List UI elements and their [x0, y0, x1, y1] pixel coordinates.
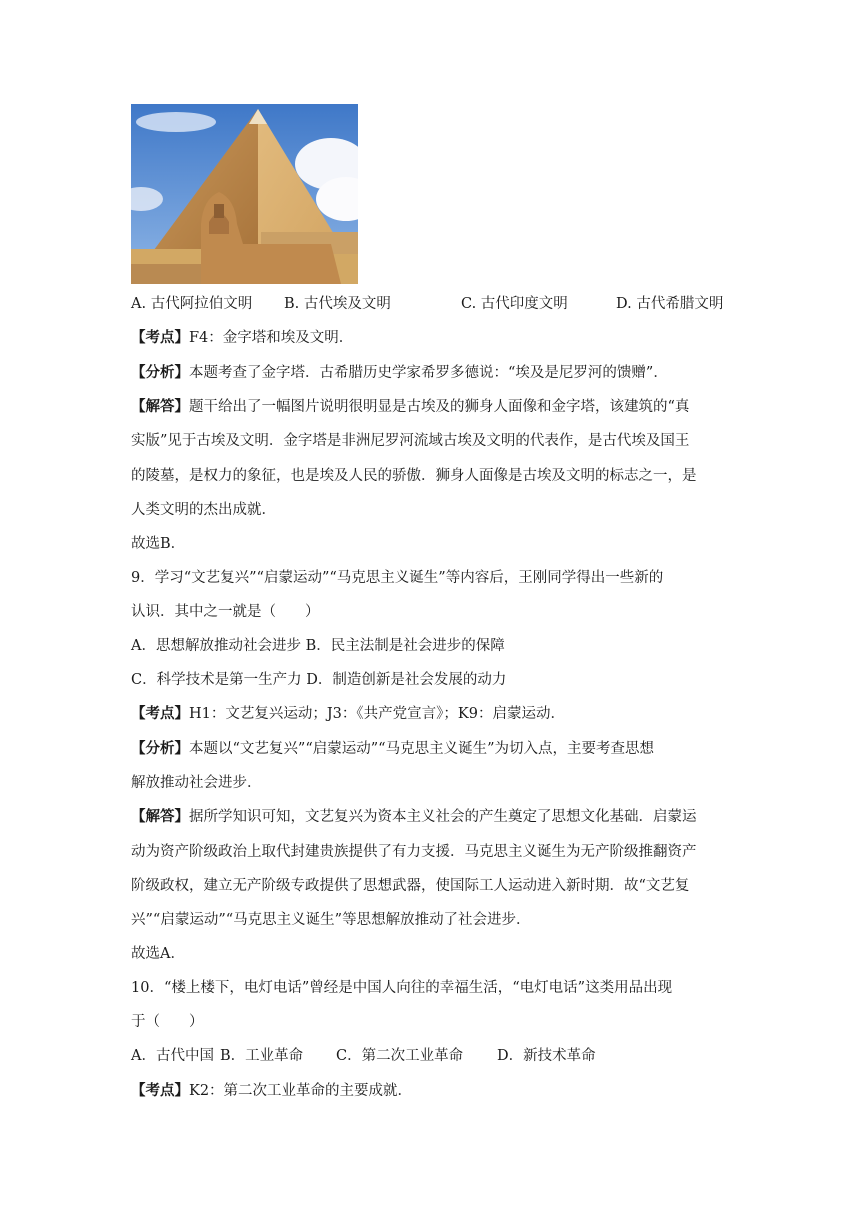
q8-answer: 故选B．	[131, 536, 186, 552]
q9-options-line-1: A．思想解放推动社会进步 B．民主法制是社会进步的保障	[131, 638, 505, 654]
q9-kaodian	[131, 704, 741, 724]
q9-jieda-line-1	[131, 807, 741, 827]
kaodian-label: 【考点】	[131, 1082, 189, 1099]
q8-options	[131, 294, 741, 314]
kaodian-text: F4：金字塔和埃及文明．	[189, 330, 354, 346]
jieda-label: 【解答】	[131, 808, 189, 825]
q10-option-d: D．新技术革命	[497, 1048, 596, 1064]
q10-option-a: A．古代中国	[131, 1048, 214, 1064]
q8-jieda-line-1	[131, 397, 741, 417]
q10-options	[131, 1046, 741, 1066]
pyramid-sphinx-image	[131, 104, 358, 284]
pyramid-sphinx-illustration	[131, 104, 358, 284]
fenxi-text: 本题以“文艺复兴”“启蒙运动”“马克思主义诞生”为切入点，主要考查思想	[189, 741, 654, 757]
q9-stem-line-1: 9．学习“文艺复兴”“启蒙运动”“马克思主义诞生”等内容后，王刚同学得出一些新的	[131, 570, 664, 586]
fenxi-text: 本题考查了金字塔．古希腊历史学家希罗多德说：“埃及是尼罗河的馈赠”．	[189, 365, 668, 381]
q10-stem-line-1: 10．“楼上楼下，电灯电话”曾经是中国人向往的幸福生活，“电灯电话”这类用品出现	[131, 980, 673, 996]
jieda-label: 【解答】	[131, 398, 189, 415]
q9-jieda-line-4: 兴”“启蒙运动”“马克思主义诞生”等思想解放推动了社会进步．	[131, 912, 531, 928]
q8-jieda-line-2: 实版”见于古埃及文明．金字塔是非洲尼罗河流域古埃及文明的代表作，是古代埃及国王	[131, 433, 690, 449]
q9-jieda-line-3: 阶级政权，建立无产阶级专政提供了思想武器，使国际工人运动进入新时期．故“文艺复	[131, 878, 690, 894]
kaodian-label: 【考点】	[131, 705, 189, 722]
q9-options-line-2: C．科学技术是第一生产力 D．制造创新是社会发展的动力	[131, 672, 507, 688]
q8-option-c: C. 古代印度文明	[461, 296, 568, 312]
q8-option-b: B. 古代埃及文明	[284, 296, 391, 312]
q10-stem-line-2: 于（ ）	[131, 1014, 204, 1030]
q9-jieda-line-2: 动为资产阶级政治上取代封建贵族提供了有力支援．马克思主义诞生为无产阶级推翻资产	[131, 844, 697, 860]
q10-option-b: B．工业革命	[220, 1048, 304, 1064]
q9-answer: 故选A．	[131, 946, 185, 962]
fenxi-label: 【分析】	[131, 364, 189, 381]
q8-jieda-line-3: 的陵墓，是权力的象征，也是埃及人民的骄傲．狮身人面像是古埃及文明的标志之一，是	[131, 468, 697, 484]
kaodian-label: 【考点】	[131, 329, 189, 346]
kaodian-text: H1：文艺复兴运动；J3：《共产党宣言》；K9：启蒙运动．	[189, 706, 565, 722]
q8-kaodian	[131, 328, 741, 348]
q10-option-c: C．第二次工业革命	[336, 1048, 464, 1064]
q9-fenxi-line-1	[131, 739, 741, 759]
q9-stem-line-2: 认识．其中之一就是（ ）	[131, 604, 320, 620]
fenxi-label: 【分析】	[131, 740, 189, 757]
q8-fenxi	[131, 363, 741, 383]
q8-option-d: D. 古代希腊文明	[616, 296, 724, 312]
jieda-text: 题干给出了一幅图片说明很明显是古埃及的狮身人面像和金字塔，该建筑的“真	[189, 399, 690, 415]
q8-jieda-line-4: 人类文明的杰出成就．	[131, 502, 276, 518]
jieda-text: 据所学知识可知，文艺复兴为资本主义社会的产生奠定了思想文化基础．启蒙运	[189, 809, 697, 825]
q10-kaodian	[131, 1081, 741, 1101]
q9-fenxi-line-2: 解放推动社会进步．	[131, 775, 262, 791]
kaodian-text: K2：第二次工业革命的主要成就．	[189, 1083, 413, 1099]
q8-option-a: A. 古代阿拉伯文明	[131, 296, 253, 312]
